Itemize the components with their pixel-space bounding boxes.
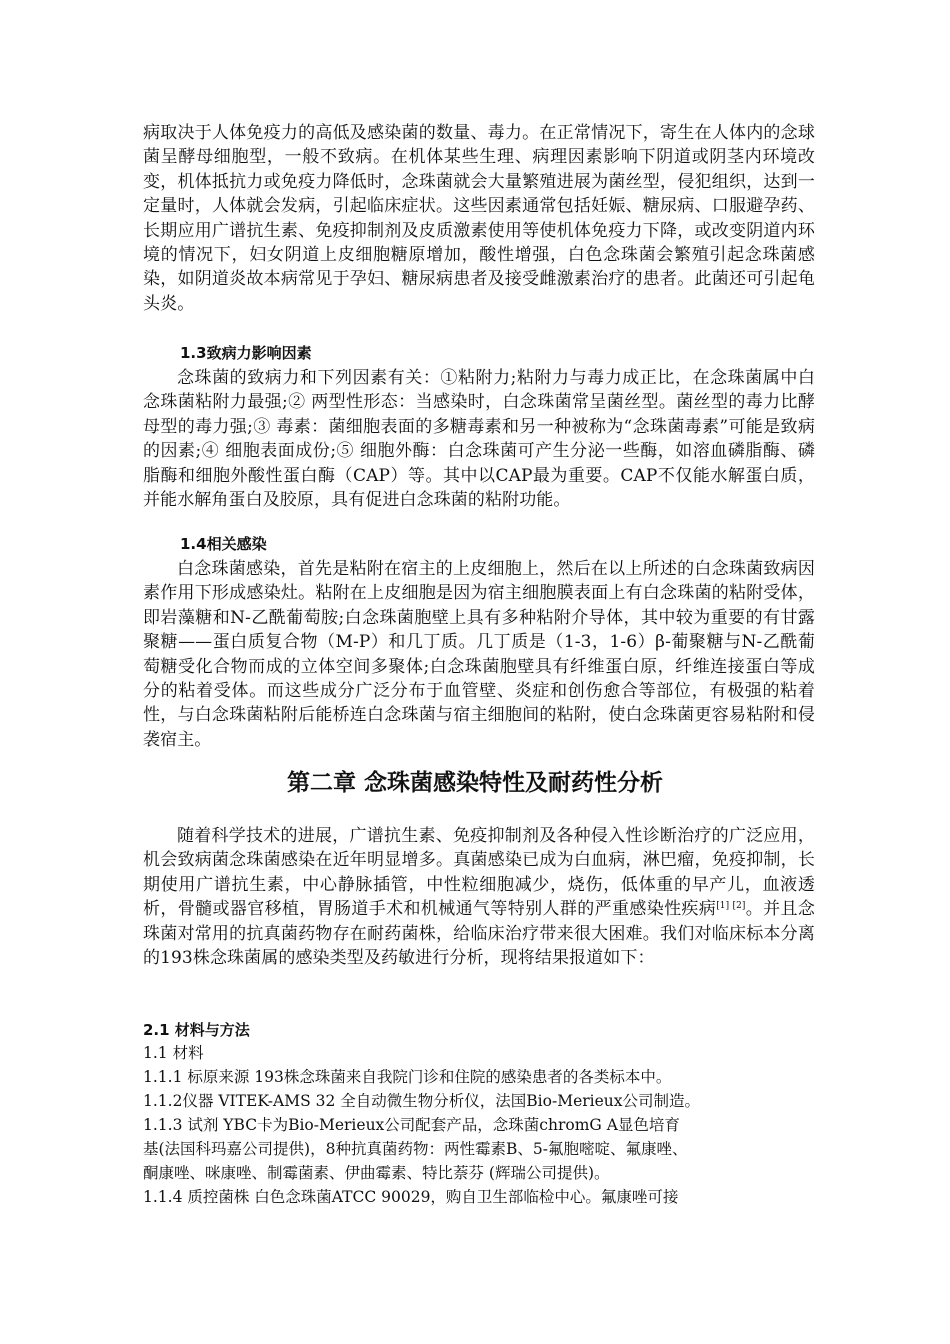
methods-line-materials: 1.1 材料 xyxy=(143,1044,204,1062)
methods-line-reagents-cont: 基(法国科玛嘉公司提供)，8种抗真菌药物：两性霉素B、5-氟胞嘧啶、氟康唑、 xyxy=(143,1140,688,1158)
paragraph-pathogenesis: 病取决于人体免疫力的高低及感染菌的数量、毒力。在正常情况下，寄生在人体内的念球菌呈酵母细胞型，一般不致病。在机体某些生理、病理因素影响下阴道或阴茎内环境改变，机体抵抗力或免疫力降低时，念珠菌就会大量繁殖进展为菌丝型，侵犯组织，达到一定量时，人体就会发病，引起临床症状。这些因素通常包括妊娠、糖尿病、口服避孕药、长期应用广谱抗生素、免疫抑制剂及皮质激素使用等使机体免疫力下降，或改变阴道内环境的情况下，妇女阴道上皮细胞糖原增加，酸性增强，白色念珠菌会繁殖引起念珠菌感染，如阴道炎故本病常见于孕妇、糖尿病患者及接受雌激素治疗的患者。此菌还可引起龟头炎。 xyxy=(143,123,815,314)
methods-line-instrument: 1.1.2仪器 VITEK-AMS 32 全自动微生物分析仪，法国Bio-Merieux公司制造。 xyxy=(143,1092,701,1110)
paragraph-related-infection: 白念珠菌感染，首先是粘附在宿主的上皮细胞上，然后在以上所述的白念珠菌致病因素作用下形成感染灶。粘附在上皮细胞是因为宿主细胞膜表面上有白念珠菌的粘附受体，即岩藻糖和N-乙酰葡萄胺;白念珠菌胞壁上具有多种粘附介导体，其中较为重要的有甘露聚糖——蛋白质复合物（M-P）和几丁质。几丁质是（1-3，1-6）β-葡聚糖与N-乙酰葡萄糖受化合物而成的立体空间多聚体;白念珠菌胞壁具有纤维蛋白原，纤维连接蛋白等成分的粘着受体。而这些成分广泛分布于血管壁、炎症和创伤愈合等部位，有极强的粘着性，与白念珠菌粘附后能桥连白念珠菌与宿主细胞间的粘附，使白念珠菌更容易粘附和侵袭宿主。 xyxy=(143,559,815,750)
intro-text-part1: 随着科学技术的进展，广谱抗生素、免疫抑制剂及各种侵入性诊断治疗的广泛应用，机会致病菌念珠菌感染在近年明显增多。真菌感染已成为白血病，淋巴瘤，免疫抑制，长期使用广谱抗生素，中心静脉插管，中性粒细胞减少，烧伤，低体重的早产儿，血液透析，骨髓或器官移植，胃肠道手术和机械通气等特别人群的严重感染性疾病 xyxy=(143,826,815,920)
citation-marker: [1] [2] xyxy=(716,901,746,912)
paragraph-virulence-factors: 念珠菌的致病力和下列因素有关：①粘附力;粘附力与毒力成正比，在念珠菌属中白念珠菌粘附力最强;② 两型性形态：当感染时，白念珠菌常呈菌丝型。菌丝型的毒力比酵母型的毒力强;③ 毒素：菌细胞表面的多糖毒素和另一种被称为“念珠菌毒素”可能是致病的因素;④ 细胞表面成份;⑤ 细胞外酶：白念珠菌可产生分泌一些酶，如溶血磷脂酶、磷脂酶和细胞外酸性蛋白酶（CAP）等。其中以CAP最为重要。CAP不仅能水解蛋白质，并能水解角蛋白及胶原，具有促进白念珠菌的粘附功能。 xyxy=(143,368,815,511)
section-heading-1-3: 1.3致病力影响因素 xyxy=(180,344,312,362)
intro-text-part2: 。并且念珠菌对常用的抗真菌药物存在耐药菌株，给临床治疗带来很大困难。我们对临床标本分离的193株念珠菌属的感染类型及药敏进行分析，现将结果报道如下： xyxy=(143,899,815,969)
methods-line-reagents-end: 酮康唑、咪康唑、制霉菌素、伊曲霉素、特比萘芬 (辉瑞公司提供)。 xyxy=(143,1164,610,1182)
methods-line-sample-source: 1.1.1 标原来源 193株念珠菌来自我院门诊和住院的感染患者的各类标本中。 xyxy=(143,1068,672,1086)
chapter-title: 第二章 念珠菌感染特性及耐药性分析 xyxy=(286,770,663,796)
methods-line-qc-strain: 1.1.4 质控菌株 白色念珠菌ATCC 90029，购自卫生部临检中心。氟康唑可接 xyxy=(143,1188,679,1206)
paragraph-chapter-intro xyxy=(143,824,815,970)
section-heading-2-1: 2.1 材料与方法 xyxy=(143,1021,250,1039)
section-heading-1-4: 1.4相关感染 xyxy=(180,535,267,553)
methods-line-reagents: 1.1.3 试剂 YBC卡为Bio-Merieux公司配套产品，念珠菌chromG A显色培育 xyxy=(143,1116,680,1134)
